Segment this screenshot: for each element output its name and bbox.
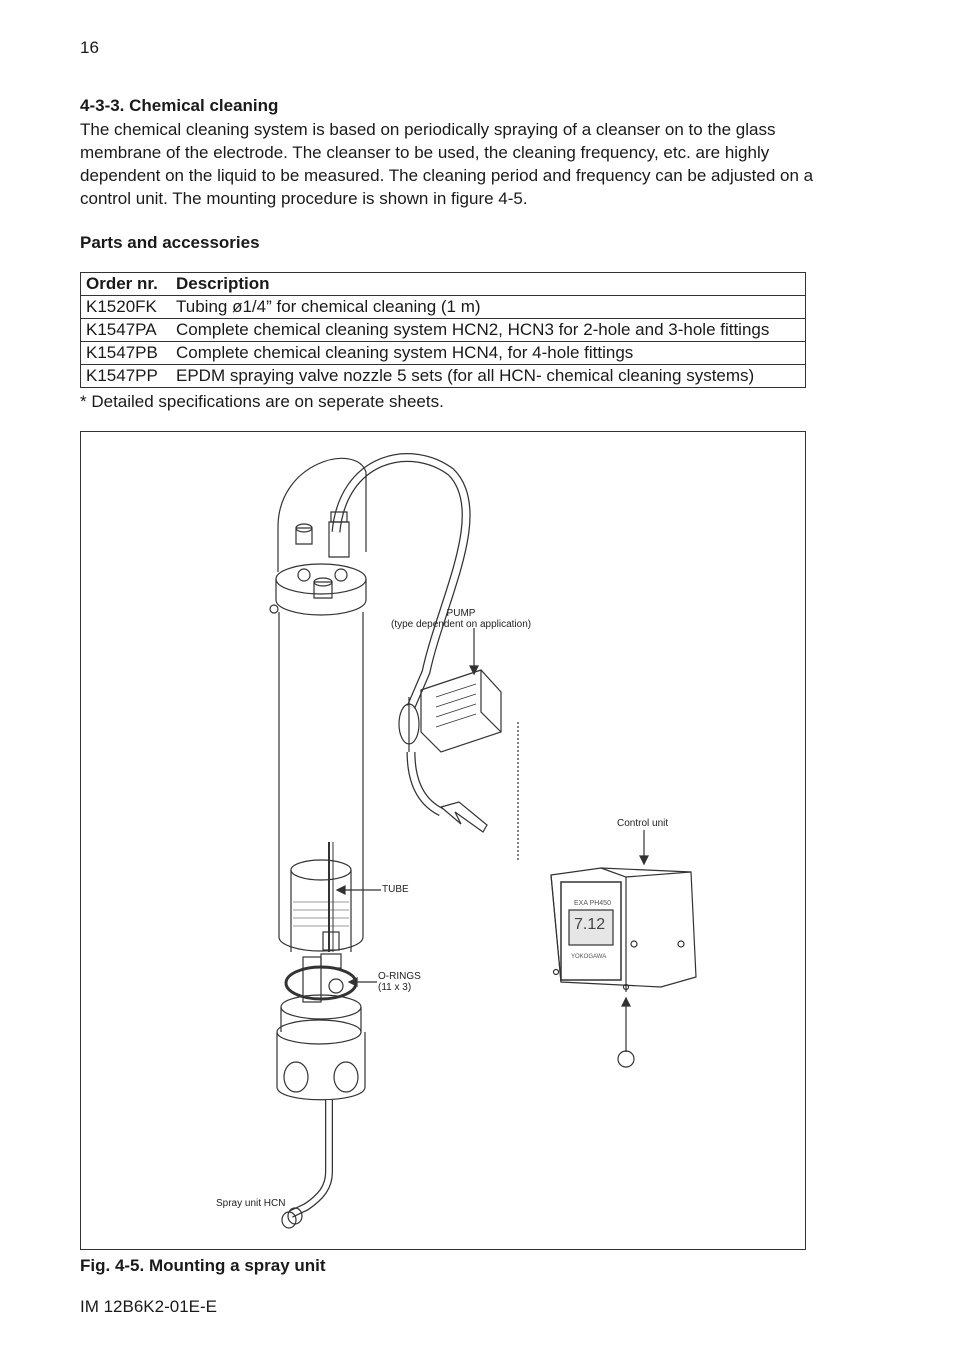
section-title: 4-3-3. Chemical cleaning <box>80 96 279 115</box>
order-number: K1520FK <box>81 296 172 319</box>
table-row <box>81 342 806 365</box>
flow-arrow <box>441 802 487 832</box>
intro-paragraph: The chemical cleaning system is based on periodically spraying of a cleanser on to the glass membrane of the electrode. The cleanser to be used, the cleaning frequency, etc. are highly dependent on the liquid to be measured. The cleaning period and frequency can be adjusted on a control unit. The mounting procedure is shown in figure 4-5. <box>80 120 814 208</box>
document-id: IM 12B6K2-01E-E <box>80 1297 218 1316</box>
column-header-description: Description <box>171 273 806 296</box>
column-header-order: Order nr. <box>81 273 172 296</box>
table-row <box>81 319 806 342</box>
control-unit-label: Control unit <box>617 818 669 829</box>
pump-label-note: (type dependent on application) <box>391 619 532 630</box>
part-description: Tubing ø1/4” for chemical cleaning (1 m) <box>171 296 806 319</box>
pump-label <box>391 608 531 630</box>
part-description: Complete chemical cleaning system HCN2, HCN3 for 2-hole and 3-hole fittings <box>171 319 806 342</box>
page-number: 16 <box>80 38 99 57</box>
o-rings-label <box>378 971 421 993</box>
order-number: K1547PB <box>81 342 172 365</box>
brand-logo: YOKOGAWA <box>571 954 607 960</box>
part-description: Complete chemical cleaning system HCN4, for 4-hole fittings <box>171 342 806 365</box>
order-number: K1547PA <box>81 319 172 342</box>
figure-frame <box>80 431 806 1250</box>
spray-unit-body <box>277 957 365 1100</box>
tube-label: TUBE <box>382 884 409 895</box>
device-name: EXA PH450 <box>574 900 611 907</box>
o-rings-size: (11 x 3) <box>378 982 412 993</box>
parts-table <box>80 272 806 388</box>
display-value: 7.12 <box>574 916 606 933</box>
parts-title: Parts and accessories <box>80 233 260 252</box>
spray-unit-label: Spray unit HCN <box>216 1198 286 1209</box>
cleaning-tube <box>336 458 466 707</box>
pump-body <box>399 670 501 752</box>
power-symbol <box>618 1051 634 1067</box>
mounting-illustration <box>81 432 805 1249</box>
table-row <box>81 365 806 388</box>
control-unit <box>551 868 696 992</box>
holder-cap <box>270 564 366 615</box>
o-rings-title: O-RINGS <box>378 971 421 982</box>
lower-tube-section <box>291 860 351 952</box>
cap-plug <box>296 524 332 598</box>
table-row <box>81 296 806 319</box>
figure-caption: Fig. 4-5. Mounting a spray unit <box>80 1256 326 1275</box>
table-header-row <box>81 273 806 296</box>
spray-unit-pipe <box>291 1100 329 1214</box>
part-description: EPDM spraying valve nozzle 5 sets (for all HCN- chemical cleaning systems) <box>171 365 806 388</box>
holder-wire-loop <box>278 458 366 572</box>
footnote: * Detailed specifications are on seperate sheets. <box>80 392 444 411</box>
pump-label-title: PUMP <box>446 608 476 619</box>
order-number: K1547PP <box>81 365 172 388</box>
nozzle-parts <box>321 932 343 993</box>
